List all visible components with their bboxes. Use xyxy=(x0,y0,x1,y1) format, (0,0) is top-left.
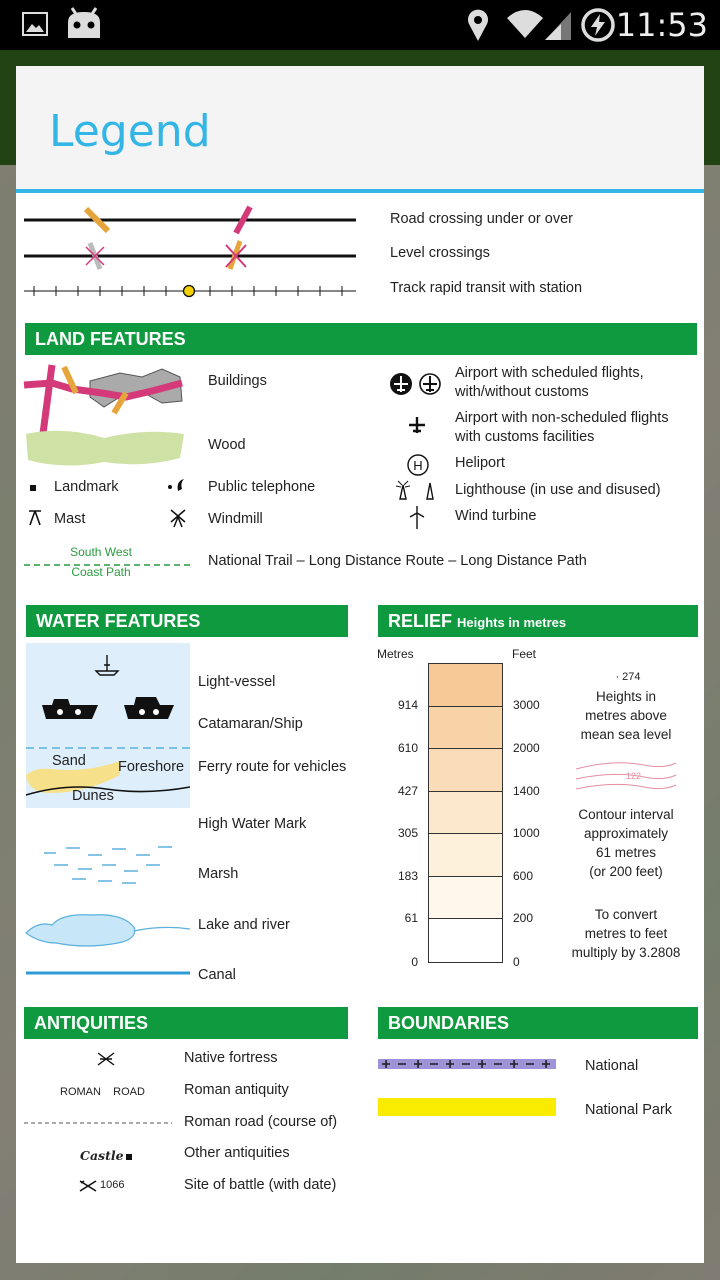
trail-name-line-2: Coast Path xyxy=(71,565,131,579)
convert-note-3: multiply by 3.2808 xyxy=(571,945,681,960)
airport-non-scheduled-label-1: Airport with non-scheduled flights xyxy=(455,410,669,426)
buildings-label: Buildings xyxy=(208,373,267,389)
airport-non-scheduled-icon xyxy=(407,415,427,435)
roman-road-symbol xyxy=(24,1121,172,1125)
national-boundary-symbol xyxy=(378,1057,556,1071)
contour-symbol xyxy=(574,759,680,795)
spot-height: · 274 xyxy=(615,671,641,683)
contour-note-2: approximately xyxy=(583,826,669,841)
android-debug-icon xyxy=(66,6,102,40)
land-features-header: LAND FEATURES xyxy=(25,323,697,355)
canal-label: Canal xyxy=(198,967,236,983)
native-fortress-label: Native fortress xyxy=(184,1050,278,1066)
wind-turbine-icon xyxy=(406,505,428,531)
convert-note-1: To convert xyxy=(594,907,658,922)
cell-signal-icon xyxy=(543,10,573,40)
relief-header xyxy=(378,605,698,637)
light-vessel-label: Light-vessel xyxy=(198,674,276,690)
relief-title: RELIEF xyxy=(388,611,453,631)
airport-scheduled-icon xyxy=(388,371,444,397)
castle-sample: Castle xyxy=(80,1148,124,1163)
water-features-swatch xyxy=(26,643,190,983)
airport-scheduled-label-1: Airport with scheduled flights, xyxy=(455,365,644,381)
national-park-label: National Park xyxy=(585,1102,673,1118)
heliport-label: Heliport xyxy=(455,455,505,471)
other-antiquities-label: Other antiquities xyxy=(184,1145,290,1161)
location-icon xyxy=(466,8,490,42)
windmill-label: Windmill xyxy=(208,511,263,527)
landmark-icon xyxy=(28,483,38,493)
metres-61: 61 xyxy=(404,911,418,925)
airport-scheduled-label-2: with/without customs xyxy=(455,384,589,400)
roman-antiquity-sample: ROMAN ROAD xyxy=(60,1086,145,1098)
convert-note-2: metres to feet xyxy=(584,926,668,941)
dunes-label: Dunes xyxy=(72,788,114,804)
roman-road-label: Roman road (course of) xyxy=(184,1114,338,1130)
airport-non-scheduled-label-2: with customs facilities xyxy=(455,429,595,445)
boundaries-header: BOUNDARIES xyxy=(378,1007,698,1039)
dialog-header xyxy=(16,66,704,193)
rapid-transit-ticks xyxy=(24,285,359,297)
feet-600: 600 xyxy=(513,869,534,883)
road-crossing-symbol xyxy=(24,203,359,293)
level-crossings-label: Level crossings xyxy=(390,245,490,261)
dialog-title: Legend xyxy=(49,106,211,157)
heliport-icon xyxy=(406,453,430,477)
svg-text:H: H xyxy=(413,458,423,473)
high-water-label: High Water Mark xyxy=(198,816,307,832)
relief-subtitle: Heights in metres xyxy=(457,615,567,630)
heights-note-1: Heights in xyxy=(595,689,657,704)
wind-turbine-label: Wind turbine xyxy=(455,508,537,524)
ferry-label: Ferry route for vehicles xyxy=(198,759,347,775)
wood-label: Wood xyxy=(208,437,246,453)
road-crossing-label: Road crossing under or over xyxy=(390,211,573,227)
crossed-swords-icon xyxy=(78,1179,98,1193)
battle-label: Site of battle (with date) xyxy=(184,1177,337,1193)
metres-183: 183 xyxy=(397,869,418,883)
national-park-symbol xyxy=(378,1097,556,1119)
clock: 11:53 xyxy=(615,6,708,44)
roman-antiquity-label: Roman antiquity xyxy=(184,1082,289,1098)
native-fortress-icon xyxy=(96,1051,116,1067)
lighthouse-icon xyxy=(392,477,442,503)
feet-1000: 1000 xyxy=(513,826,540,840)
windmill-icon xyxy=(168,507,188,529)
feet-2000: 2000 xyxy=(513,741,540,755)
metres-305: 305 xyxy=(397,826,418,840)
wifi-icon xyxy=(506,8,544,40)
feet-0: 0 xyxy=(513,955,520,969)
feet-3000: 3000 xyxy=(513,698,540,712)
contour-note-3: 61 metres xyxy=(595,845,657,860)
gallery-notification-icon xyxy=(22,12,48,36)
feet-1400: 1400 xyxy=(513,784,540,798)
status-bar xyxy=(0,0,720,50)
heights-note-3: mean sea level xyxy=(580,727,672,742)
water-features-header: WATER FEATURES xyxy=(26,605,348,637)
landmark-label: Landmark xyxy=(54,479,119,495)
public-telephone-label: Public telephone xyxy=(208,479,316,495)
national-boundary-label: National xyxy=(585,1058,639,1074)
relief-colour-scale xyxy=(428,663,504,965)
trail-name-line-1: South West xyxy=(70,545,132,559)
mast-label: Mast xyxy=(54,511,86,527)
metres-0: 0 xyxy=(411,955,418,969)
marsh-label: Marsh xyxy=(198,866,239,882)
public-telephone-icon xyxy=(164,475,190,495)
battle-year: 1066 xyxy=(100,1179,125,1191)
metres-610: 610 xyxy=(397,741,418,755)
feet-200: 200 xyxy=(513,911,534,925)
feet-heading: Feet xyxy=(512,647,537,661)
metres-914: 914 xyxy=(397,698,418,712)
legend-dialog xyxy=(16,66,704,1263)
battery-charging-icon xyxy=(580,7,616,43)
castle-marker-icon xyxy=(124,1152,134,1162)
antiquities-header: ANTIQUITIES xyxy=(24,1007,348,1039)
foreshore-label: Foreshore xyxy=(118,759,185,775)
contour-value: 122 xyxy=(626,771,642,781)
national-trail-label: National Trail – Long Distance Route – Long Distance Path xyxy=(208,553,587,569)
mast-icon xyxy=(26,507,44,527)
lighthouse-label: Lighthouse (in use and disused) xyxy=(455,482,661,498)
sand-label: Sand xyxy=(52,753,86,769)
metres-heading: Metres xyxy=(377,647,414,661)
catamaran-label: Catamaran/Ship xyxy=(198,716,303,732)
heights-note-2: metres above xyxy=(585,708,667,723)
wood-symbol xyxy=(24,428,189,468)
metres-427: 427 xyxy=(397,784,418,798)
contour-note-1: Contour interval xyxy=(578,807,674,822)
lake-label: Lake and river xyxy=(198,917,290,933)
rapid-transit-label: Track rapid transit with station xyxy=(390,280,583,296)
legend-content[interactable] xyxy=(16,193,704,1259)
contour-note-4: (or 200 feet) xyxy=(589,864,663,879)
